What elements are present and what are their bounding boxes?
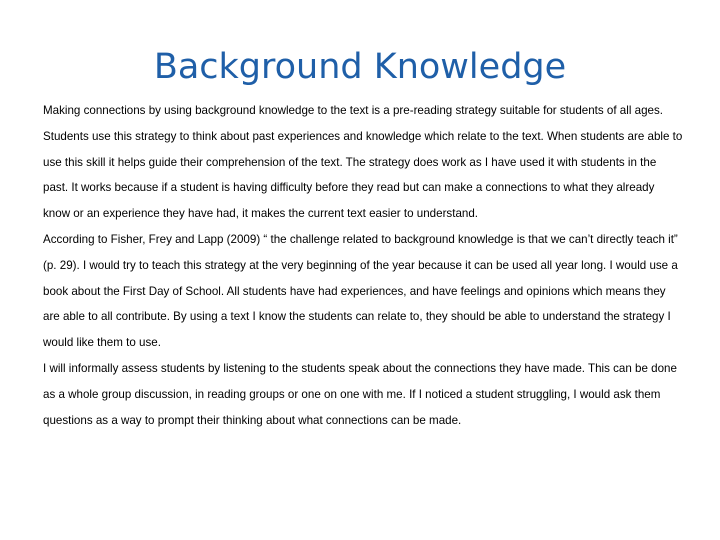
slide-body	[43, 98, 683, 433]
paragraph-assessment: I will informally assess students by listening to the students speak about the connections they have made. This can be done as a whole group discussion, in reading groups or one on one with me. If I noticed a student struggling, I would ask them questions as a way to prompt their thinking about what connections can be made.	[43, 361, 677, 427]
slide-title: Background Knowledge	[153, 47, 567, 87]
paragraph-citation: According to Fisher, Frey and Lapp (2009) “ the challenge related to background knowledge is that we can’t directly teach it” (p. 29). I would try to teach this strategy at the very beginning of the year because it can be used all year long. I would use a book about the First Day of School. All students have had experiences, and have feelings and opinions which means they are able to all contribute. By using a text I know the students can relate to, they should be able to understand the strategy I would like them to use.	[43, 232, 678, 350]
paragraph-intro: Making connections by using background knowledge to the text is a pre-reading strategy suitable for students of all ages. Students use this strategy to think about past experiences and knowledge which relate to the text. When students are able to use this skill it helps guide their comprehension of the text. The strategy does work as I have used it with students in the past. It works because if a student is having difficulty before they read but can make a connections to what they already know or an experience they have had, it makes the current text easier to understand.	[43, 104, 683, 221]
